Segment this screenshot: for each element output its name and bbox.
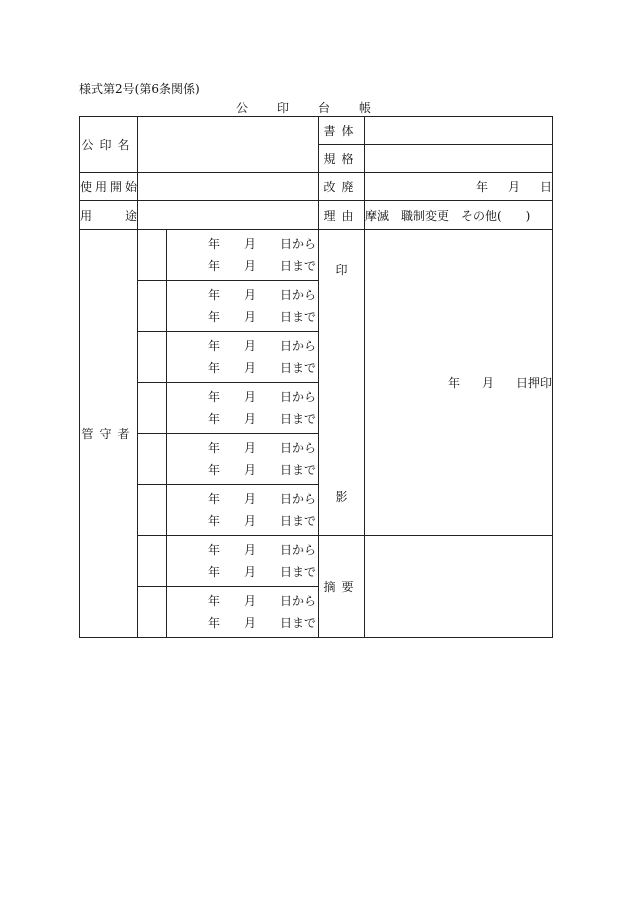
revision-day: 日 <box>539 180 552 194</box>
period-to-line: 年 月 日まで <box>208 412 317 426</box>
period-from-line: 年 月 日から <box>208 543 317 557</box>
label-purpose: 用途 <box>80 201 138 230</box>
period-from-line: 年 月 日から <box>208 237 317 251</box>
custodian-period[interactable] <box>167 434 319 485</box>
label-size: 規格 <box>319 145 365 173</box>
label-custodian: 管守者 <box>80 230 138 638</box>
custodian-name-field[interactable] <box>138 332 167 383</box>
label-reason: 理由 <box>319 201 365 230</box>
custodian-period[interactable] <box>167 383 319 434</box>
label-revision: 改廃 <box>319 173 365 201</box>
seal-impression-area[interactable]: 年 月 日押印 <box>365 230 553 536</box>
page-title: 公印台帳 <box>236 101 401 115</box>
impression-label-bottom: 影 <box>335 489 348 504</box>
custodian-period[interactable] <box>167 587 319 638</box>
impression-label-top: 印 <box>335 262 348 277</box>
custodian-name-field[interactable] <box>138 587 167 638</box>
custodian-period[interactable] <box>167 536 319 587</box>
custodian-name-field[interactable] <box>138 434 167 485</box>
period-to-line: 年 月 日まで <box>208 310 317 324</box>
label-use-start: 使用開始 <box>80 173 138 201</box>
purpose-field[interactable] <box>138 201 319 230</box>
period-to-line: 年 月 日まで <box>208 361 317 375</box>
period-from-line: 年 月 日から <box>208 390 317 404</box>
period-to-line: 年 月 日まで <box>208 616 317 630</box>
period-to-line: 年 月 日まで <box>208 565 317 579</box>
reason-options[interactable]: 摩滅 職制変更 その他( ) <box>365 201 553 230</box>
label-font-style: 書体 <box>319 117 365 145</box>
size-field[interactable] <box>365 145 553 173</box>
revision-date-field[interactable] <box>365 173 553 201</box>
custodian-name-field[interactable] <box>138 230 167 281</box>
period-to-line: 年 月 日まで <box>208 514 317 528</box>
period-from-line: 年 月 日から <box>208 339 317 353</box>
custodian-name-field[interactable] <box>138 281 167 332</box>
label-summary: 摘要 <box>319 536 365 638</box>
impression-label-cell <box>319 230 365 536</box>
use-start-field[interactable] <box>138 173 319 201</box>
revision-year: 年 <box>475 180 488 194</box>
period-to-line: 年 月 日まで <box>208 463 317 477</box>
summary-field[interactable] <box>365 536 553 638</box>
custodian-period[interactable] <box>167 332 319 383</box>
custodian-period[interactable] <box>167 230 319 281</box>
period-from-line: 年 月 日から <box>208 492 317 506</box>
font-style-field[interactable] <box>365 117 553 145</box>
label-seal-name: 公印名 <box>80 117 138 173</box>
seal-ledger-table <box>79 116 553 638</box>
custodian-name-field[interactable] <box>138 485 167 536</box>
period-to-line: 年 月 日まで <box>208 259 317 273</box>
custodian-name-field[interactable] <box>138 536 167 587</box>
seal-name-field[interactable] <box>138 117 319 173</box>
period-from-line: 年 月 日から <box>208 288 317 302</box>
custodian-name-field[interactable] <box>138 383 167 434</box>
revision-month: 月 <box>507 180 520 194</box>
custodian-period[interactable] <box>167 281 319 332</box>
custodian-period[interactable] <box>167 485 319 536</box>
period-from-line: 年 月 日から <box>208 594 317 608</box>
form-number: 様式第2号(第6条関係) <box>79 82 200 96</box>
period-from-line: 年 月 日から <box>208 441 317 455</box>
